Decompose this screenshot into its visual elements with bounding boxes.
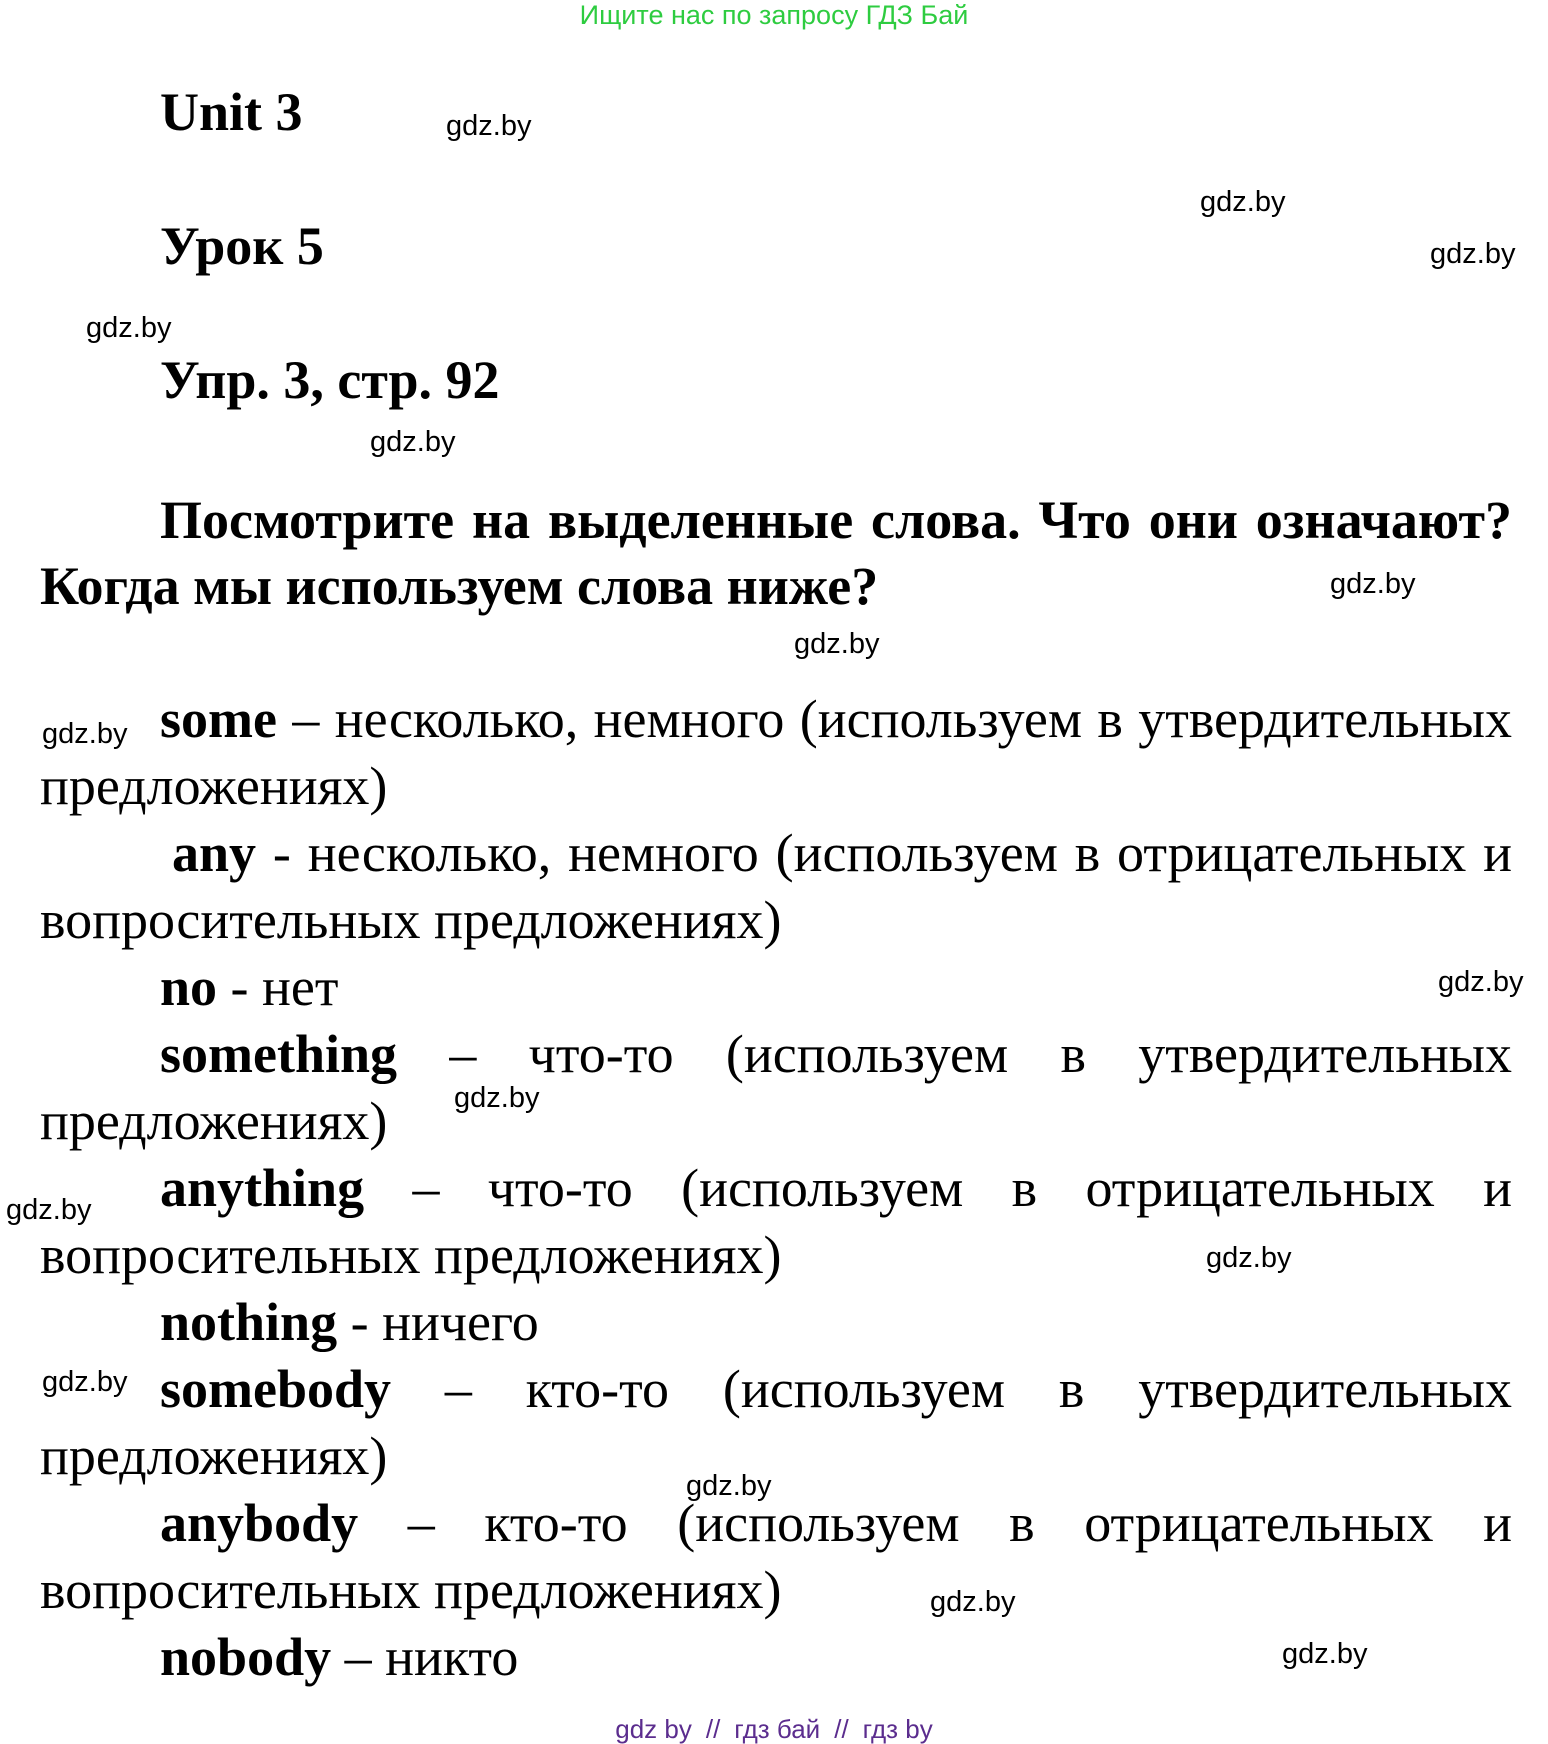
term-some: some xyxy=(160,689,277,749)
definition-meaning: несколько, немного (используем в отрицательных и вопросительных предложениях) xyxy=(40,823,1512,950)
watermark: gdz.by xyxy=(1282,1638,1368,1670)
footer-links xyxy=(0,1714,1548,1744)
definition-some xyxy=(40,686,1512,820)
lesson-heading: Урок 5 xyxy=(160,216,324,276)
footer-link-gdz-by-cyr[interactable]: гдз by xyxy=(862,1714,933,1744)
watermark: gdz.by xyxy=(1430,238,1516,270)
definition-separator: – xyxy=(397,1024,529,1084)
definition-separator: – xyxy=(364,1158,488,1218)
definition-meaning: что-то (используем в отрицательных и вопросительных предложениях) xyxy=(40,1158,1513,1285)
watermark: gdz.by xyxy=(6,1194,92,1226)
term-somebody: somebody xyxy=(160,1359,392,1419)
definition-meaning: ничего xyxy=(382,1292,539,1352)
exercise-heading: Упр. 3, стр. 92 xyxy=(160,350,500,410)
watermark: gdz.by xyxy=(1438,966,1524,998)
definition-separator: - xyxy=(217,957,263,1017)
definition-meaning: никто xyxy=(385,1627,519,1687)
definition-meaning: что-то (используем в утвердительных предложениях) xyxy=(40,1024,1513,1151)
footer-link-gdz-bai[interactable]: гдз бай xyxy=(734,1714,821,1744)
footer-separator: // xyxy=(705,1714,721,1744)
unit-heading: Unit 3 xyxy=(160,82,303,142)
definition-separator: - xyxy=(337,1292,383,1352)
question-text: Посмотрите на выделенные слова. Что они означают? Когда мы используем слова ниже? xyxy=(40,490,1512,616)
definition-anybody xyxy=(40,1490,1512,1624)
term-something: something xyxy=(160,1024,398,1084)
watermark: gdz.by xyxy=(86,312,172,344)
term-any: any xyxy=(172,823,257,883)
watermark: gdz.by xyxy=(686,1470,772,1502)
definition-meaning: кто-то (используем в отрицательных и вопросительных предложениях) xyxy=(40,1493,1512,1620)
footer-separator: // xyxy=(834,1714,849,1744)
watermark: gdz.by xyxy=(1330,568,1416,600)
watermark: gdz.by xyxy=(1200,186,1286,218)
definition-separator: - xyxy=(256,823,308,883)
watermark: gdz.by xyxy=(930,1586,1016,1618)
definition-no xyxy=(40,954,1512,1021)
definition-separator: – xyxy=(276,689,335,749)
watermark: gdz.by xyxy=(370,426,456,458)
term-nobody: nobody xyxy=(160,1627,332,1687)
search-banner: Ищите нас по запросу ГДЗ Бай xyxy=(579,0,969,30)
watermark: gdz.by xyxy=(794,628,880,660)
term-no: no xyxy=(160,957,218,1017)
definition-something xyxy=(40,1021,1512,1155)
definition-somebody xyxy=(40,1356,1512,1490)
term-anybody: anybody xyxy=(160,1493,359,1553)
watermark: gdz.by xyxy=(1206,1242,1292,1274)
definition-meaning: несколько, немного (используем в утвердительных предложениях) xyxy=(40,689,1512,816)
watermark: gdz.by xyxy=(42,1366,128,1398)
definition-meaning: нет xyxy=(262,957,339,1017)
definition-separator: – xyxy=(331,1627,386,1687)
footer-link-gdz-by[interactable]: gdz by xyxy=(615,1714,692,1744)
term-anything: anything xyxy=(160,1158,365,1218)
definition-any xyxy=(40,820,1512,954)
watermark: gdz.by xyxy=(42,718,128,750)
definition-separator: – xyxy=(391,1359,526,1419)
watermark: gdz.by xyxy=(454,1082,540,1114)
definition-separator: – xyxy=(358,1493,485,1553)
definition-meaning: кто-то (используем в утвердительных предложениях) xyxy=(40,1359,1512,1486)
definition-nothing xyxy=(40,1289,1512,1356)
term-nothing: nothing xyxy=(160,1292,338,1352)
watermark: gdz.by xyxy=(446,110,532,142)
